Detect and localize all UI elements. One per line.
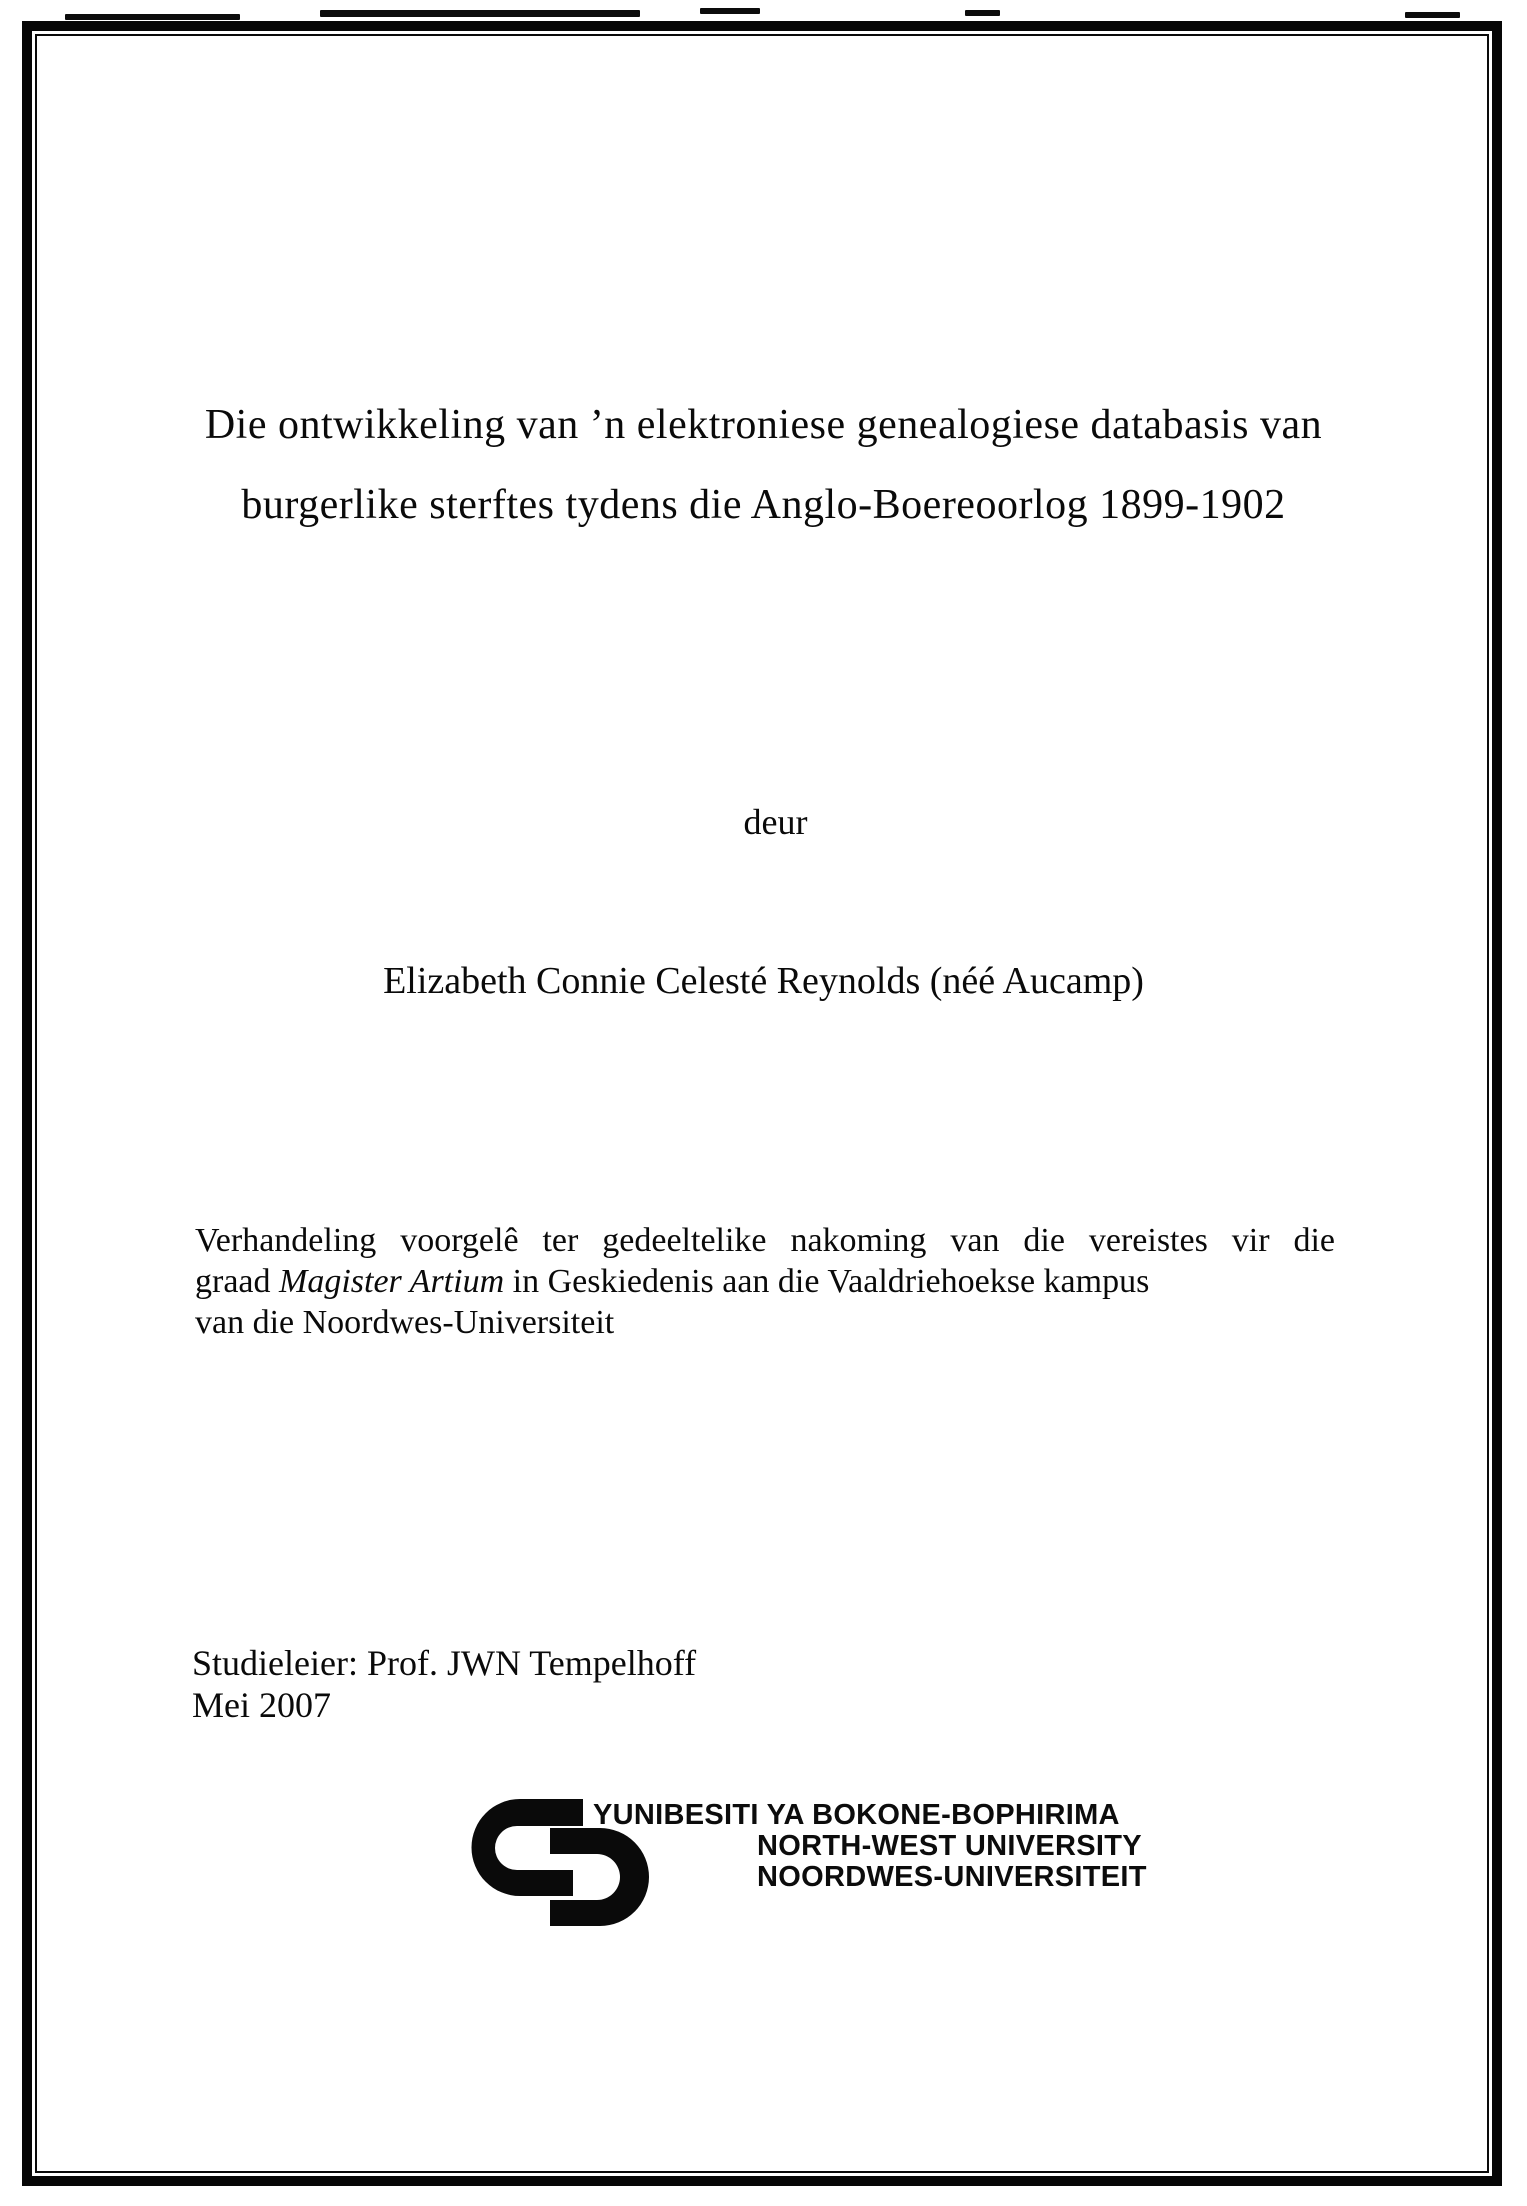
nwu-logo-line-1: YUNIBESITI YA BOKONE-BOPHIRIMA — [593, 1799, 1120, 1831]
date-line: Mei 2007 — [192, 1685, 331, 1725]
thesis-title-line-2: burgerlike sterftes tydens die Anglo-Boereoorlog 1899-1902 — [241, 482, 1286, 528]
submission-line-2-suffix: in Geskiedenis aan die Vaaldriehoekse kampus — [504, 1263, 1150, 1300]
submission-line-2-prefix: graad — [195, 1263, 280, 1300]
submission-line-1: Verhandeling voorgelê ter gedeeltelike nakoming van die vereistes vir die — [195, 1222, 1335, 1259]
supervisor-line: Studieleier: Prof. JWN Tempelhoff — [192, 1643, 697, 1683]
supervisor-block — [192, 1642, 696, 1726]
submission-statement — [195, 1220, 1335, 1343]
scan-artifact — [1405, 12, 1460, 18]
nwu-logo-line-2: NORTH-WEST UNIVERSITY — [757, 1830, 1142, 1862]
nwu-logo-line-3: NOORDWES-UNIVERSITEIT — [757, 1861, 1147, 1893]
submission-line-2 — [195, 1261, 1335, 1302]
byline-label: deur — [743, 802, 808, 842]
author-name: Elizabeth Connie Celesté Reynolds (néé Aucamp) — [383, 960, 1144, 1002]
scan-artifact — [320, 10, 640, 17]
scan-artifact — [65, 14, 240, 20]
degree-name: Magister Artium — [279, 1263, 505, 1300]
thesis-title-line-1: Die ontwikkeling van ’n elektroniese genealogiese databasis van — [204, 402, 1323, 448]
scan-artifact — [965, 10, 1000, 16]
submission-line-3: van die Noordwes-Universiteit — [195, 1304, 615, 1341]
scan-artifact — [700, 8, 760, 14]
nwu-logo-text — [593, 1800, 1147, 1893]
thesis-title — [0, 385, 1527, 545]
